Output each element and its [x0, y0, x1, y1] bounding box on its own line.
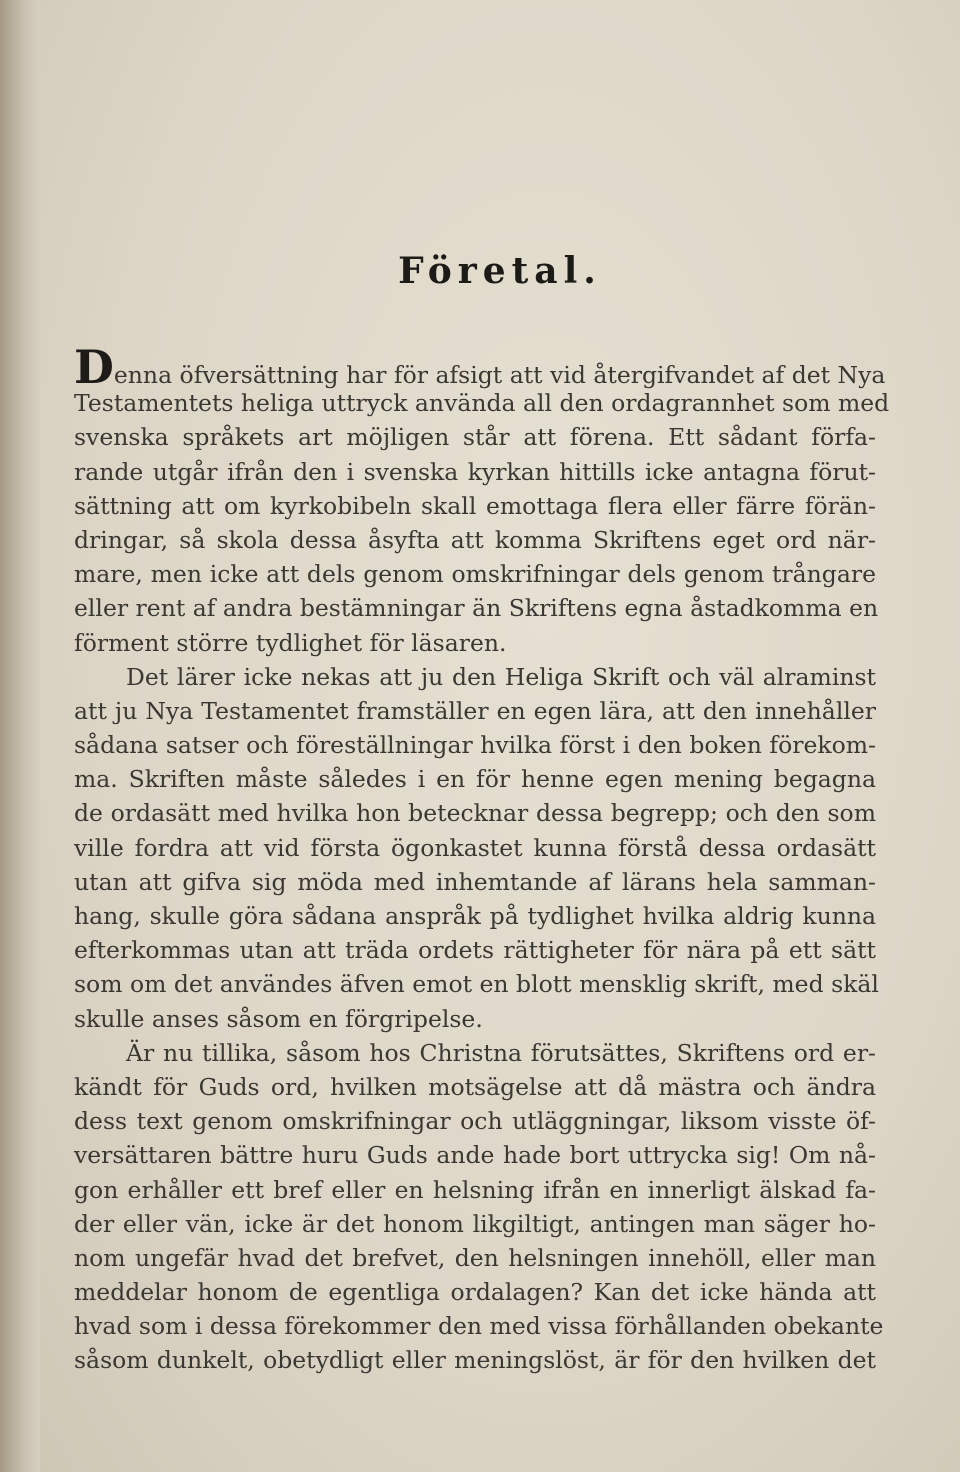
- text-line: att ju Nya Testamentet framställer en egen lära, att den innehåller: [74, 696, 876, 725]
- text-line: rande utgår ifrån den i svenska kyrkan hittills icke antagna förut-: [74, 457, 876, 486]
- text-line: som om det användes äfven emot en blott mensklig skrift, med skäl: [74, 970, 879, 999]
- text-line: dringar, så skola dessa åsyfta att komma Skriftens eget ord när-: [74, 525, 876, 554]
- text-line: ma. Skriften måste således i en för henne egen mening begagna: [74, 765, 876, 794]
- text-line: såsom dunkelt, obetydligt eller meningslöst, är för den hvilken det: [74, 1346, 876, 1375]
- paragraph-3: [74, 1036, 884, 1378]
- book-page: [40, 0, 960, 1472]
- text-line: sättning att om kyrkobibeln skall emottaga flera eller färre förän-: [74, 491, 876, 520]
- text-line: meddelar honom de egentliga ordalagen? Kan det icke hända att: [74, 1278, 876, 1307]
- text-line: Denna öfversättning har för afsigt att vid återgifvandet af det Nya: [74, 340, 886, 394]
- text-line: mare, men icke att dels genom omskrifningar dels genom trångare: [74, 560, 876, 589]
- text-line: Det lärer icke nekas att ju den Heliga Skrift och väl alraminst: [126, 662, 876, 691]
- text-line: gon erhåller ett bref eller en helsning ifrån en innerligt älskad fa-: [74, 1175, 876, 1204]
- text-line: nom ungefär hvad det brefvet, den helsningen innehöll, eller man: [74, 1243, 876, 1272]
- book-spine-shadow: [0, 0, 42, 1472]
- text-line: versättaren bättre huru Guds ande hade bort uttrycka sig! Om nå-: [74, 1141, 876, 1170]
- text-line: utan att gifva sig möda med inhemtande af lärans hela samman-: [74, 867, 876, 896]
- text-line: efterkommas utan att träda ordets rättigheter för nära på ett sätt: [74, 936, 876, 965]
- text-line: dess text genom omskrifningar och utläggningar, liksom visste öf-: [74, 1107, 876, 1136]
- text-line: Är nu tillika, såsom hos Christna förutsättes, Skriftens ord er-: [126, 1038, 876, 1067]
- text-line: förment större tydlighet för läsaren.: [74, 628, 507, 657]
- text-line: de ordasätt med hvilka hon betecknar dessa begrepp; och den som: [74, 799, 876, 828]
- text-line: hvad som i dessa förekommer den med vissa förhållanden obekante: [74, 1312, 884, 1341]
- text-line: kändt för Guds ord, hvilken motsägelse att då mästra och ändra: [74, 1072, 876, 1101]
- page-heading: Företal.: [398, 250, 602, 292]
- text-line: skulle anses såsom en förgripelse.: [74, 1004, 483, 1033]
- text-line: ville fordra att vid första ögonkastet kunna förstå dessa ordasätt: [74, 833, 876, 862]
- body-text: [74, 340, 890, 1378]
- text-line: der eller vän, icke är det honom likgiltigt, antingen man säger ho-: [74, 1209, 876, 1238]
- text-line: sådana satser och föreställningar hvilka först i den boken förekom-: [74, 731, 876, 760]
- text-line: eller rent af andra bestämningar än Skriftens egna åstadkomma en: [74, 594, 879, 623]
- paragraph-1: [74, 340, 890, 660]
- text-line: hang, skulle göra sådana anspråk på tydlighet hvilka aldrig kunna: [74, 902, 876, 930]
- drop-cap: D: [74, 340, 114, 394]
- text-line: svenska språkets art möjligen står att förena. Ett sådant förfa-: [74, 423, 876, 452]
- text-line: Testamentets heliga uttryck använda all den ordagrannhet som med: [74, 389, 890, 418]
- paragraph-2: [74, 660, 879, 1036]
